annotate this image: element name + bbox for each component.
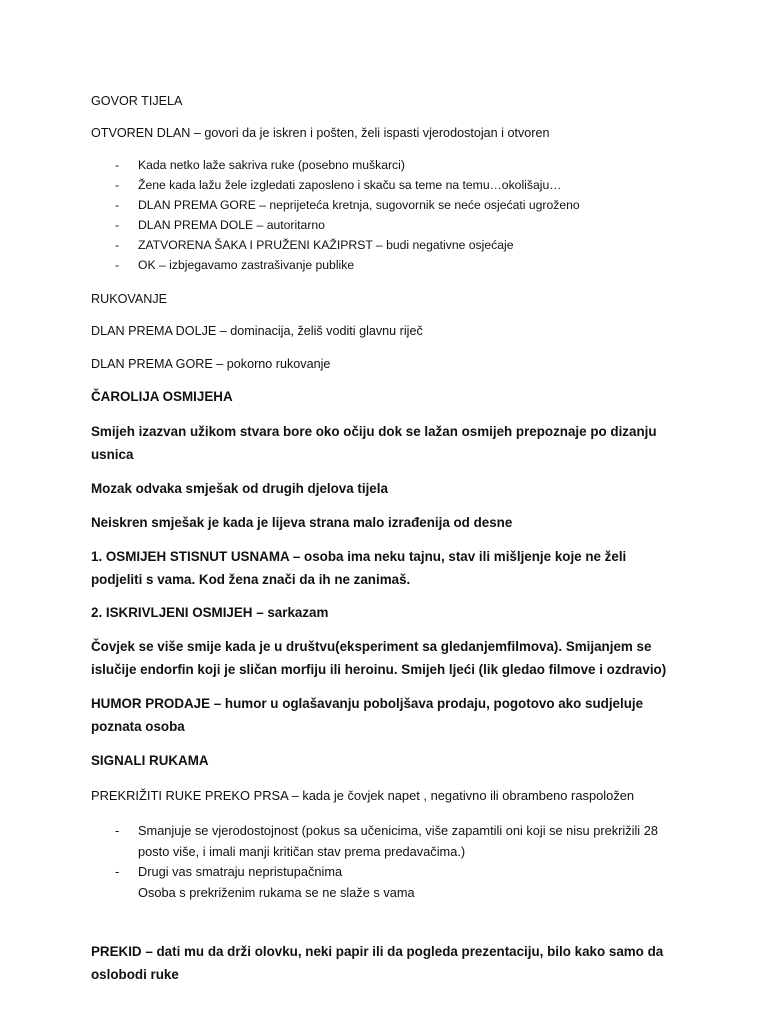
paragraph-covjek-smije: Čovjek se više smije kada je u društvu(eksperiment sa gledanjemfilmova). Smijanjem se islučije endorfin koji je sličan morfiju ili heroinu. Smijeh ljeći (lik gledao filmove i ozdravio)	[91, 639, 667, 677]
list-dlan-gestures	[91, 155, 691, 276]
dash-bullet: -	[115, 823, 120, 838]
dash-bullet: -	[115, 218, 120, 233]
paragraph-humor-prodaje: HUMOR PRODAJE – humor u oglašavanju poboljšava prodaju, pogotovo ako sudjeluje poznata osoba	[91, 696, 644, 734]
dash-bullet: -	[115, 258, 120, 273]
list-item: - Drugi vas smatraju nepristupačnima Osoba s prekriženim rukama se ne slaže s vama	[91, 862, 691, 903]
list-item: - Žene kada lažu žele izgledati zaposleno i skaču sa teme na temu…okolišaju…	[91, 175, 691, 195]
paragraph-mozak: Mozak odvaka smješak od drugih djelova tijela	[91, 481, 388, 496]
paragraph-neiskren: Neiskren smješak je kada je lijeva strana malo izrađenija od desne	[91, 515, 513, 530]
heading-carolija-osmijeha: ČAROLIJA OSMIJEHA	[91, 389, 233, 404]
dash-bullet: -	[115, 178, 120, 193]
paragraph-prekid: PREKID – dati mu da drži olovku, neki papir ili da pogleda prezentaciju, bilo kako samo da oslobodi ruke	[91, 944, 664, 982]
paragraph-prekriziti-ruke: PREKRIŽITI RUKE PREKO PRSA – kada je čovjek napet , negativno ili obrambeno raspoložen	[91, 788, 635, 803]
list-item: - DLAN PREMA GORE – neprijeteća kretnja, sugovornik se neće osjećati ugroženo	[91, 195, 691, 215]
list-item: - Smanjuje se vjerodostojnost (pokus sa učenicima, više zapamtili oni koji se nisu prekrižili 28 posto više, i imali manji kritičan stav prema predavačima.)	[115, 823, 658, 859]
paragraph-otvoren-dlan: OTVOREN DLAN – govori da je iskren i pošten, želi ispasti vjerodostojan i otvoren	[91, 126, 550, 140]
dash-bullet: -	[115, 238, 120, 253]
list-prekrizene-ruke	[91, 821, 691, 903]
paragraph-dlan-gore: DLAN PREMA GORE – pokorno rukovanje	[91, 357, 331, 371]
paragraph-iskrivljeni-osmijeh: 2. ISKRIVLJENI OSMIJEH – sarkazam	[91, 605, 329, 620]
heading-govor-tijela: GOVOR TIJELA	[91, 94, 183, 108]
dash-bullet: -	[115, 158, 120, 172]
heading-rukovanje: RUKOVANJE	[91, 292, 168, 306]
dash-bullet: -	[115, 864, 120, 879]
list-item: - Kada netko laže sakriva ruke (posebno muškarci)	[91, 155, 691, 175]
list-item: - DLAN PREMA DOLE – autoritarno	[91, 215, 691, 235]
dash-bullet: -	[115, 198, 120, 213]
list-item-continuation: Osoba s prekriženim rukama se ne slaže s vama	[138, 884, 415, 900]
list-item: - ZATVORENA ŠAKA I PRUŽENI KAŽIPRST – budi negativne osjećaje	[91, 235, 691, 255]
paragraph-smijeh-uzitak: Smijeh izazvan užikom stvara bore oko očiju dok se lažan osmijeh prepoznaje po dizanju usnica	[91, 424, 657, 462]
list-item: - OK – izbjegavamo zastrašivanje publike	[91, 255, 691, 275]
heading-signali-rukama: SIGNALI RUKAMA	[91, 753, 209, 768]
paragraph-osmijeh-stisnut: 1. OSMIJEH STISNUT USNAMA – osoba ima neku tajnu, stav ili mišljenje koje ne želi podjeliti s vama. Kod žena znači da ih ne zanimaš.	[91, 549, 627, 587]
paragraph-dlan-dolje: DLAN PREMA DOLJE – dominacija, želiš voditi glavnu riječ	[91, 324, 423, 338]
